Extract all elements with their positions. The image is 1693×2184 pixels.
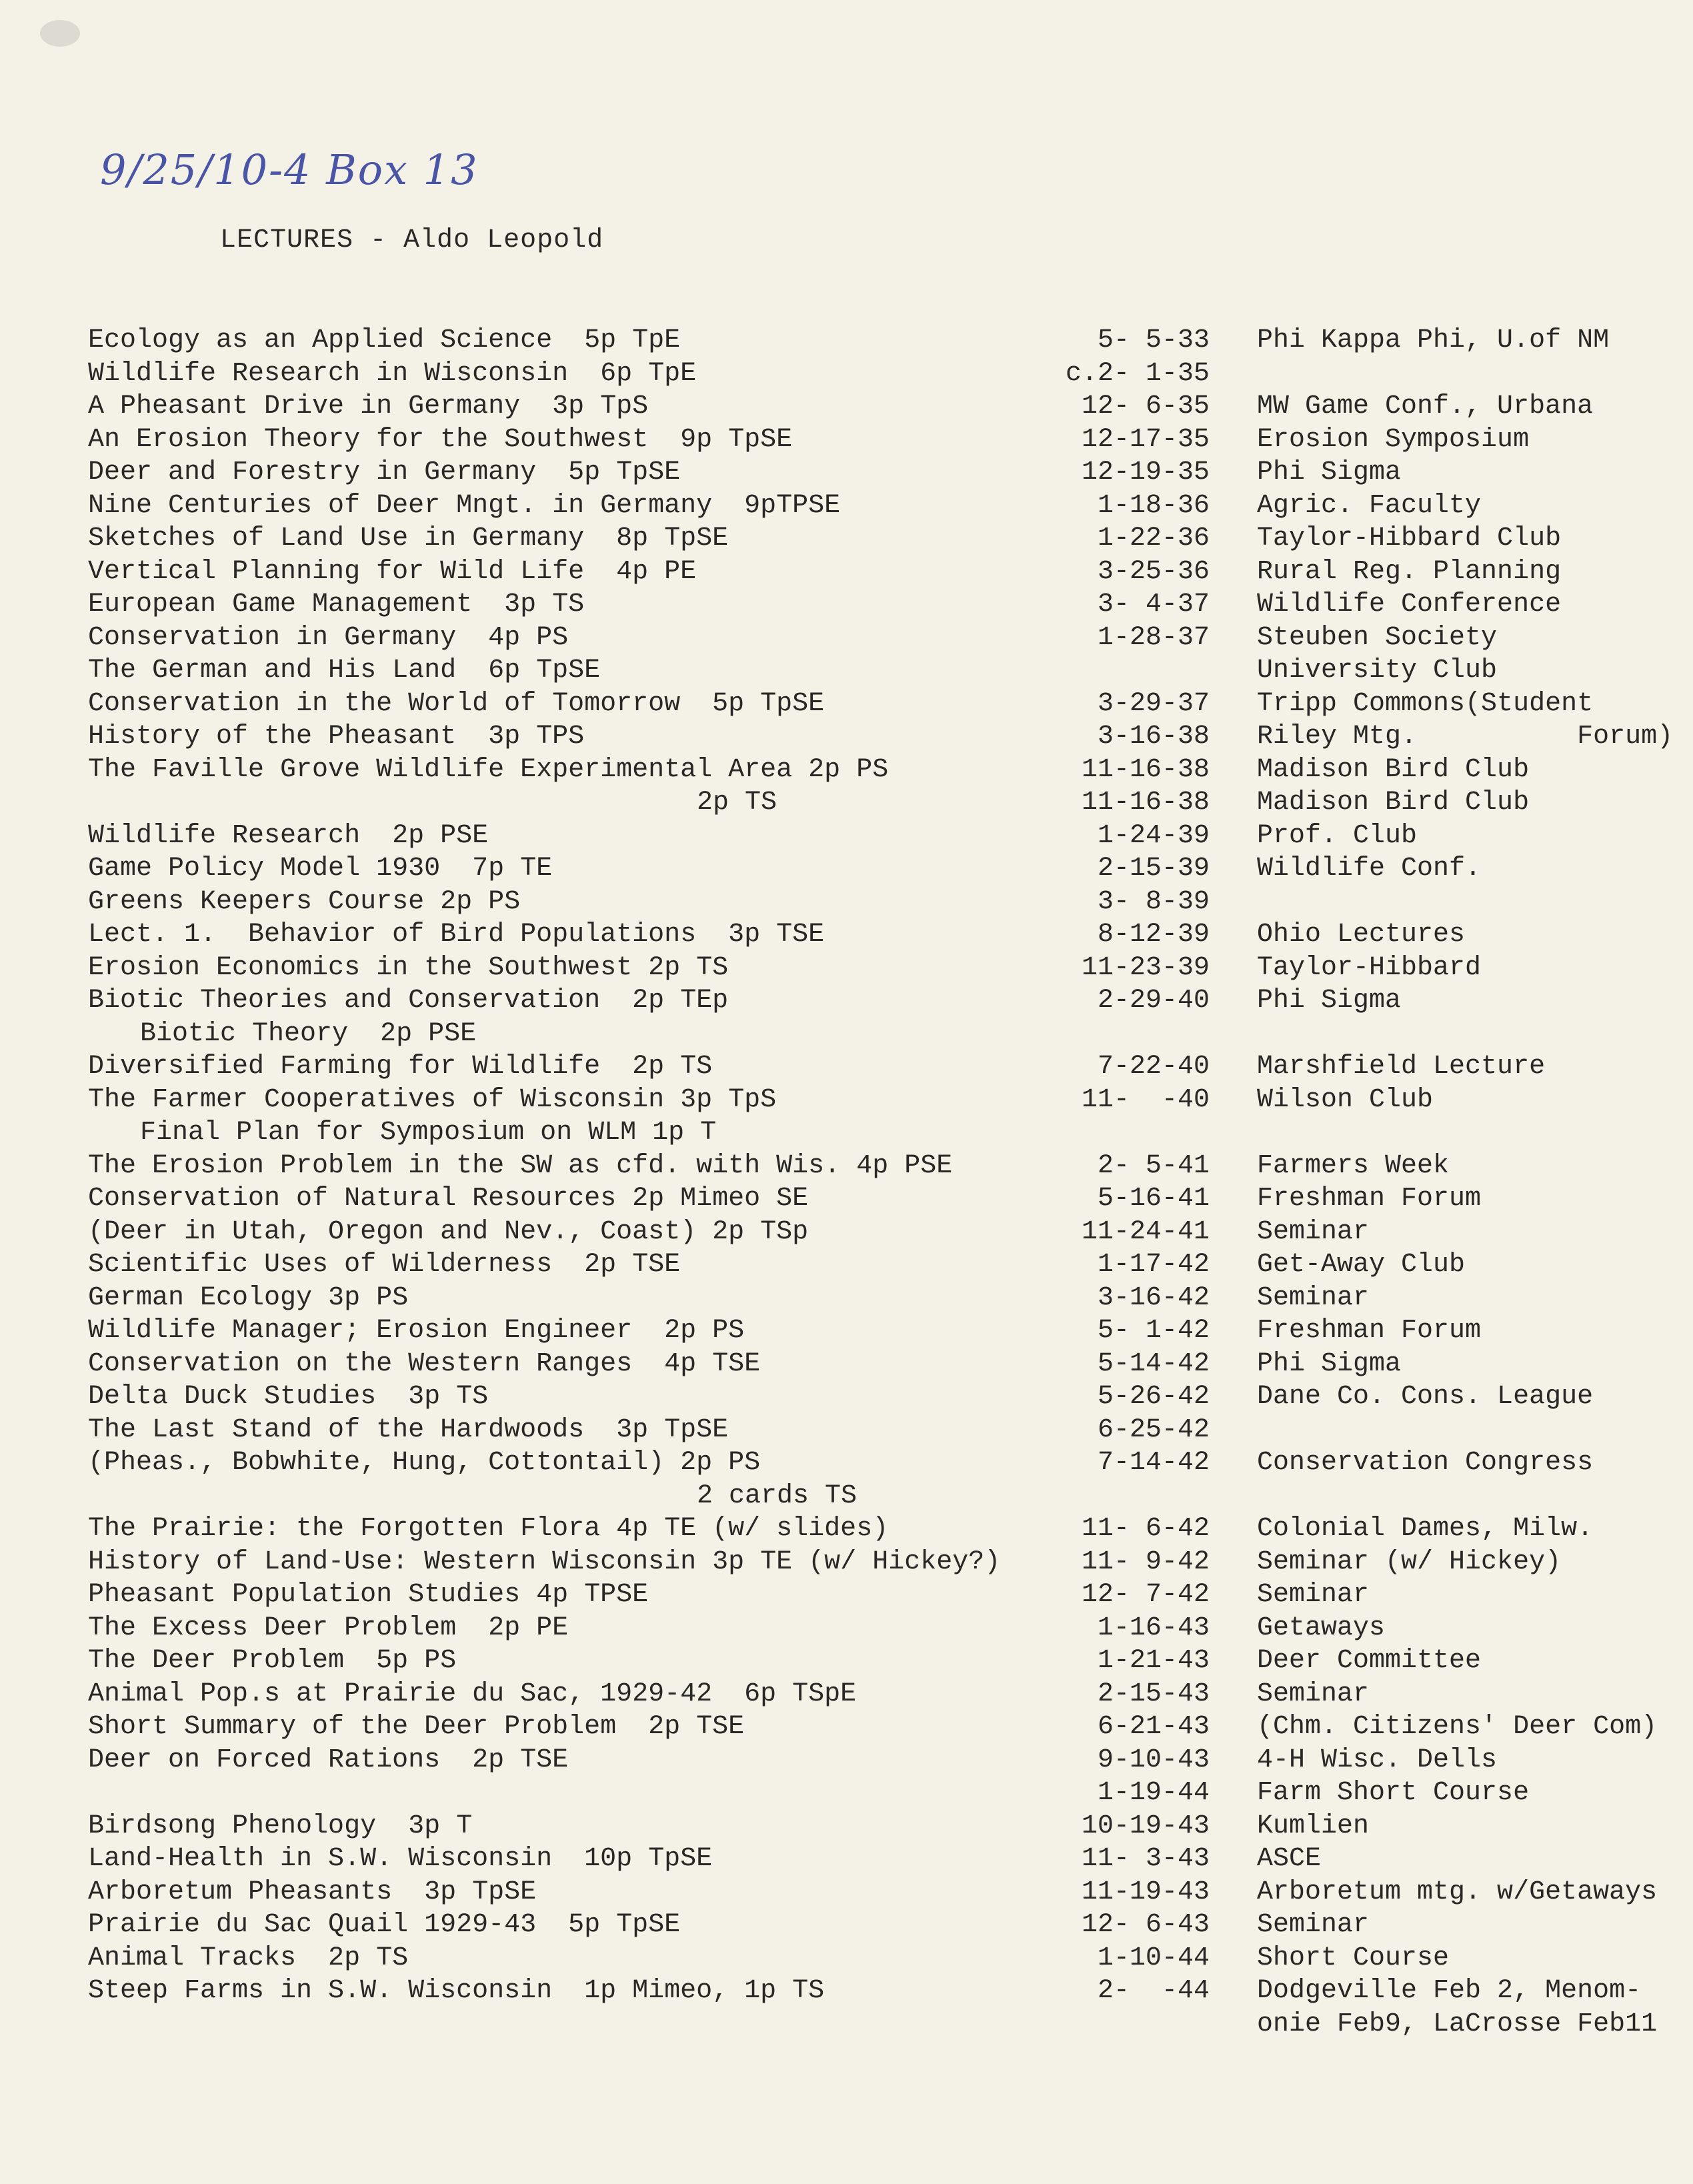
- lecture-date: 5-26-42: [1097, 1382, 1210, 1412]
- lecture-row: [0, 1216, 1693, 1249]
- lecture-row: [0, 1909, 1693, 1942]
- lecture-date: 11-16-38: [1081, 788, 1210, 818]
- lecture-date: 12- 6-43: [1081, 1910, 1210, 1940]
- lecture-row: [0, 588, 1693, 622]
- lecture-date: 11- 9-42: [1081, 1546, 1210, 1577]
- lecture-row: [0, 654, 1693, 688]
- lecture-venue: Taylor-Hibbard Club: [1257, 523, 1562, 554]
- lecture-date: 1-18-36: [1097, 490, 1210, 521]
- lecture-row: [0, 1777, 1693, 1810]
- lecture-venue: Marshfield Lecture: [1257, 1052, 1546, 1082]
- lecture-title: Conservation of Natural Resources 2p Mimeo SE: [88, 1184, 809, 1214]
- lecture-venue: ASCE: [1257, 1844, 1322, 1874]
- lecture-title: Wildlife Research in Wisconsin 6p TpE: [88, 358, 697, 389]
- lecture-date: 1-24-39: [1097, 820, 1210, 851]
- lecture-row: [0, 489, 1693, 523]
- lecture-date: 11-16-38: [1081, 754, 1210, 785]
- lecture-date: 11- 3-43: [1081, 1844, 1210, 1874]
- lecture-venue: Freshman Forum: [1257, 1184, 1482, 1214]
- lecture-venue: Seminar: [1257, 1910, 1370, 1940]
- lecture-title: Wildlife Manager; Erosion Engineer 2p PS: [88, 1316, 745, 1346]
- lecture-row: [0, 1711, 1693, 1744]
- lecture-venue: Seminar (w/ Hickey): [1257, 1546, 1562, 1577]
- lecture-title: Conservation on the Western Ranges 4p TSE: [88, 1348, 761, 1379]
- lecture-title: A Pheasant Drive in Germany 3p TpS: [88, 391, 649, 421]
- lecture-row: [0, 2008, 1693, 2041]
- lecture-title: The Excess Deer Problem 2p PE: [88, 1612, 569, 1643]
- lecture-title: Biotic Theories and Conservation 2p TEp: [88, 986, 729, 1016]
- lecture-date: 11- 6-42: [1081, 1514, 1210, 1544]
- lecture-row: [0, 1512, 1693, 1546]
- lecture-title: Nine Centuries of Deer Mngt. in Germany 9pTPSE: [88, 490, 841, 521]
- lecture-row: [0, 1380, 1693, 1414]
- lecture-venue: MW Game Conf., Urbana: [1257, 391, 1594, 421]
- lecture-date: 2- -44: [1097, 1976, 1210, 2006]
- lecture-date: 11-23-39: [1081, 952, 1210, 983]
- lecture-venue: Wilson Club: [1257, 1084, 1434, 1115]
- lecture-title: History of the Pheasant 3p TPS: [88, 722, 585, 752]
- lecture-date: 2-29-40: [1097, 986, 1210, 1016]
- lecture-venue: Dodgeville Feb 2, Menom-: [1257, 1976, 1642, 2006]
- lecture-row: [0, 754, 1693, 787]
- lecture-venue: Conservation Congress: [1257, 1448, 1594, 1478]
- lecture-row: [0, 357, 1693, 391]
- lecture-row: [0, 1810, 1693, 1843]
- lecture-date: 11-24-41: [1081, 1216, 1210, 1247]
- lecture-date: 7-22-40: [1097, 1052, 1210, 1082]
- lecture-title: Pheasant Population Studies 4p TPSE: [88, 1580, 649, 1610]
- lecture-row: [0, 1942, 1693, 1975]
- lecture-title: 2p TS: [697, 788, 777, 818]
- lecture-row: [0, 1248, 1693, 1282]
- lecture-venue: Phi Sigma: [1257, 986, 1402, 1016]
- lecture-date: 12-19-35: [1081, 457, 1210, 487]
- lecture-title: Deer and Forestry in Germany 5p TpSE: [88, 457, 681, 487]
- lecture-date: 8-12-39: [1097, 920, 1210, 950]
- lecture-date: 11- -40: [1081, 1084, 1210, 1115]
- lecture-date: 5-16-41: [1097, 1184, 1210, 1214]
- lecture-title: German Ecology 3p PS: [88, 1282, 409, 1313]
- lecture-title: Vertical Planning for Wild Life 4p PE: [88, 556, 697, 587]
- lecture-row: [0, 1348, 1693, 1381]
- lecture-date: 1-17-42: [1097, 1250, 1210, 1280]
- lecture-title: (Deer in Utah, Oregon and Nev., Coast) 2p TSp: [88, 1216, 809, 1247]
- lecture-row: [0, 1084, 1693, 1117]
- lecture-venue: Wildlife Conf.: [1257, 854, 1482, 884]
- lecture-venue: Steuben Society: [1257, 622, 1498, 653]
- lecture-row: [0, 324, 1693, 357]
- lecture-venue: Farm Short Course: [1257, 1778, 1530, 1808]
- lecture-row: [0, 720, 1693, 754]
- lecture-row: [0, 886, 1693, 919]
- lecture-venue: Tripp Commons(Student: [1257, 688, 1594, 719]
- lecture-date: 5- 1-42: [1097, 1316, 1210, 1346]
- lecture-date: 7-14-42: [1097, 1448, 1210, 1478]
- lecture-venue: Seminar: [1257, 1216, 1370, 1247]
- lecture-date: 10-19-43: [1081, 1811, 1210, 1841]
- lecture-date: 1-19-44: [1097, 1778, 1210, 1808]
- lecture-list: [0, 324, 1693, 2041]
- lecture-date: 3- 4-37: [1097, 590, 1210, 620]
- lecture-date: 6-21-43: [1097, 1712, 1210, 1742]
- lecture-venue: 4-H Wisc. Dells: [1257, 1745, 1498, 1775]
- lecture-row: [0, 1446, 1693, 1480]
- lecture-venue: Getaways: [1257, 1612, 1386, 1643]
- lecture-row: [0, 1480, 1693, 1513]
- lecture-title: Birdsong Phenology 3p T: [88, 1811, 473, 1841]
- page-heading: LECTURES - Aldo Leopold: [220, 225, 604, 255]
- lecture-title: The Prairie: the Forgotten Flora 4p TE (w/ slides): [88, 1514, 889, 1544]
- lecture-row: [0, 984, 1693, 1018]
- lecture-row: [0, 688, 1693, 721]
- lecture-title: Sketches of Land Use in Germany 8p TpSE: [88, 523, 729, 554]
- lecture-date: c.2- 1-35: [1065, 358, 1210, 389]
- lecture-date: 5- 5-33: [1097, 325, 1210, 355]
- lecture-row: [0, 1876, 1693, 1909]
- lecture-venue: Seminar: [1257, 1679, 1370, 1709]
- lecture-date: 5-14-42: [1097, 1348, 1210, 1379]
- lecture-row: [0, 1314, 1693, 1348]
- lecture-date: 3-16-38: [1097, 722, 1210, 752]
- lecture-row: [0, 1975, 1693, 2008]
- lecture-venue: Erosion Symposium: [1257, 424, 1530, 455]
- lecture-title: European Game Management 3p TS: [88, 590, 585, 620]
- lecture-venue: Arboretum mtg. w/Getaways: [1257, 1877, 1658, 1907]
- lecture-venue: Agric. Faculty: [1257, 490, 1482, 521]
- lecture-row: [0, 1744, 1693, 1777]
- lecture-row: [0, 390, 1693, 423]
- lecture-venue: Farmers Week: [1257, 1150, 1450, 1181]
- lecture-title: Conservation in the World of Tomorrow 5p TpSE: [88, 688, 825, 719]
- lecture-date: 1-22-36: [1097, 523, 1210, 554]
- lecture-date: 3- 8-39: [1097, 886, 1210, 917]
- lecture-row: [0, 622, 1693, 655]
- lecture-date: 2-15-39: [1097, 854, 1210, 884]
- lecture-title: The German and His Land 6p TpSE: [88, 656, 601, 686]
- lecture-title: The Faville Grove Wildlife Experimental Area 2p PS: [88, 754, 889, 785]
- lecture-venue: Phi Sigma: [1257, 457, 1402, 487]
- lecture-date: 1-28-37: [1097, 622, 1210, 653]
- lecture-venue: Dane Co. Cons. League: [1257, 1382, 1594, 1412]
- lecture-venue: Phi Sigma: [1257, 1348, 1402, 1379]
- lecture-venue: Prof. Club: [1257, 820, 1418, 851]
- lecture-title: Deer on Forced Rations 2p TSE: [88, 1745, 569, 1775]
- lecture-row: [0, 1678, 1693, 1711]
- lecture-row: [0, 1843, 1693, 1876]
- lecture-venue: Short Course: [1257, 1943, 1450, 1973]
- lecture-row: [0, 456, 1693, 489]
- lecture-title: Delta Duck Studies 3p TS: [88, 1382, 489, 1412]
- lecture-date: 12-17-35: [1081, 424, 1210, 455]
- lecture-row: [0, 556, 1693, 589]
- lecture-title: Arboretum Pheasants 3p TpSE: [88, 1877, 537, 1907]
- lecture-title: Steep Farms in S.W. Wisconsin 1p Mimeo, 1p TS: [88, 1976, 825, 2006]
- lecture-date: 3-16-42: [1097, 1282, 1210, 1313]
- lecture-venue: Freshman Forum: [1257, 1316, 1482, 1346]
- lecture-row: [0, 918, 1693, 952]
- lecture-title: Conservation in Germany 4p PS: [88, 622, 569, 653]
- lecture-title: Scientific Uses of Wilderness 2p TSE: [88, 1250, 681, 1280]
- lecture-row: [0, 1018, 1693, 1051]
- lecture-venue: Madison Bird Club: [1257, 788, 1530, 818]
- lecture-date: 11-19-43: [1081, 1877, 1210, 1907]
- lecture-venue: (Chm. Citizens' Deer Com): [1257, 1712, 1658, 1742]
- lecture-venue: Seminar: [1257, 1282, 1370, 1313]
- lecture-title: Animal Tracks 2p TS: [88, 1943, 409, 1973]
- lecture-title: Greens Keepers Course 2p PS: [88, 886, 521, 917]
- lecture-row: [0, 1050, 1693, 1084]
- lecture-title: Wildlife Research 2p PSE: [88, 820, 489, 851]
- lecture-row: [0, 1546, 1693, 1579]
- lecture-row: [0, 1645, 1693, 1678]
- lecture-row: [0, 522, 1693, 556]
- lecture-title: The Last Stand of the Hardwoods 3p TpSE: [88, 1414, 729, 1445]
- lecture-row: [0, 1578, 1693, 1612]
- lecture-title: Diversified Farming for Wildlife 2p TS: [88, 1052, 713, 1082]
- lecture-venue: Get-Away Club: [1257, 1250, 1466, 1280]
- lecture-row: [0, 852, 1693, 886]
- lecture-row: [0, 1414, 1693, 1447]
- lecture-venue: Kumlien: [1257, 1811, 1370, 1841]
- lecture-venue: Deer Committee: [1257, 1646, 1482, 1676]
- lecture-row: [0, 423, 1693, 457]
- lecture-title: The Erosion Problem in the SW as cfd. with Wis. 4p PSE: [88, 1150, 953, 1181]
- lecture-venue: Taylor-Hibbard: [1257, 952, 1482, 983]
- lecture-row: [0, 1150, 1693, 1183]
- lecture-date: 2-15-43: [1097, 1679, 1210, 1709]
- lecture-venue: Ohio Lectures: [1257, 920, 1466, 950]
- lecture-venue: Seminar: [1257, 1580, 1370, 1610]
- lecture-venue: Riley Mtg. Forum): [1257, 722, 1674, 752]
- lecture-venue: Wildlife Conference: [1257, 590, 1562, 620]
- lecture-row: [0, 820, 1693, 853]
- lecture-title: Biotic Theory 2p PSE: [140, 1018, 477, 1049]
- lecture-venue: Phi Kappa Phi, U.of NM: [1257, 325, 1610, 355]
- lecture-title: Lect. 1. Behavior of Bird Populations 3p TSE: [88, 920, 825, 950]
- lecture-title: Land-Health in S.W. Wisconsin 10p TpSE: [88, 1844, 713, 1874]
- lecture-title: Short Summary of the Deer Problem 2p TSE: [88, 1712, 745, 1742]
- lecture-date: 1-10-44: [1097, 1943, 1210, 1973]
- lecture-title: 2 cards TS: [697, 1480, 858, 1511]
- lecture-title: Prairie du Sac Quail 1929-43 5p TpSE: [88, 1910, 681, 1940]
- lecture-row: [0, 786, 1693, 820]
- lecture-date: 12- 7-42: [1081, 1580, 1210, 1610]
- lecture-row: [0, 952, 1693, 985]
- lecture-venue: University Club: [1257, 656, 1498, 686]
- lecture-title: (Pheas., Bobwhite, Hung, Cottontail) 2p PS: [88, 1448, 761, 1478]
- lecture-date: 3-29-37: [1097, 688, 1210, 719]
- handwritten-note: 9/25/10-4 Box 13: [100, 145, 479, 194]
- lecture-title: Animal Pop.s at Prairie du Sac, 1929-42 6p TSpE: [88, 1679, 857, 1709]
- lecture-row: [0, 1282, 1693, 1315]
- lecture-title: History of Land-Use: Western Wisconsin 3p TE (w/ Hickey?): [88, 1546, 1001, 1577]
- lecture-venue: Rural Reg. Planning: [1257, 556, 1562, 587]
- lecture-title: The Deer Problem 5p PS: [88, 1646, 457, 1676]
- lecture-date: 1-21-43: [1097, 1646, 1210, 1676]
- lecture-date: 6-25-42: [1097, 1414, 1210, 1445]
- lecture-title: Erosion Economics in the Southwest 2p TS: [88, 952, 729, 983]
- lecture-date: 12- 6-35: [1081, 391, 1210, 421]
- lecture-row: [0, 1612, 1693, 1645]
- lecture-title: Game Policy Model 1930 7p TE: [88, 854, 553, 884]
- lecture-venue: Madison Bird Club: [1257, 754, 1530, 785]
- lecture-title: Ecology as an Applied Science 5p TpE: [88, 325, 681, 355]
- lecture-venue: Colonial Dames, Milw.: [1257, 1514, 1594, 1544]
- lecture-date: 1-16-43: [1097, 1612, 1210, 1643]
- lecture-title: The Farmer Cooperatives of Wisconsin 3p TpS: [88, 1084, 777, 1115]
- lecture-title: An Erosion Theory for the Southwest 9p TpSE: [88, 424, 793, 455]
- lecture-row: [0, 1116, 1693, 1150]
- lecture-date: 2- 5-41: [1097, 1150, 1210, 1181]
- lecture-row: [0, 1182, 1693, 1216]
- lecture-venue: onie Feb9, LaCrosse Feb11: [1257, 2009, 1658, 2039]
- lecture-date: 3-25-36: [1097, 556, 1210, 587]
- lecture-date: 9-10-43: [1097, 1745, 1210, 1775]
- paper-smudge: [40, 20, 80, 47]
- lecture-title: Final Plan for Symposium on WLM 1p T: [140, 1118, 717, 1148]
